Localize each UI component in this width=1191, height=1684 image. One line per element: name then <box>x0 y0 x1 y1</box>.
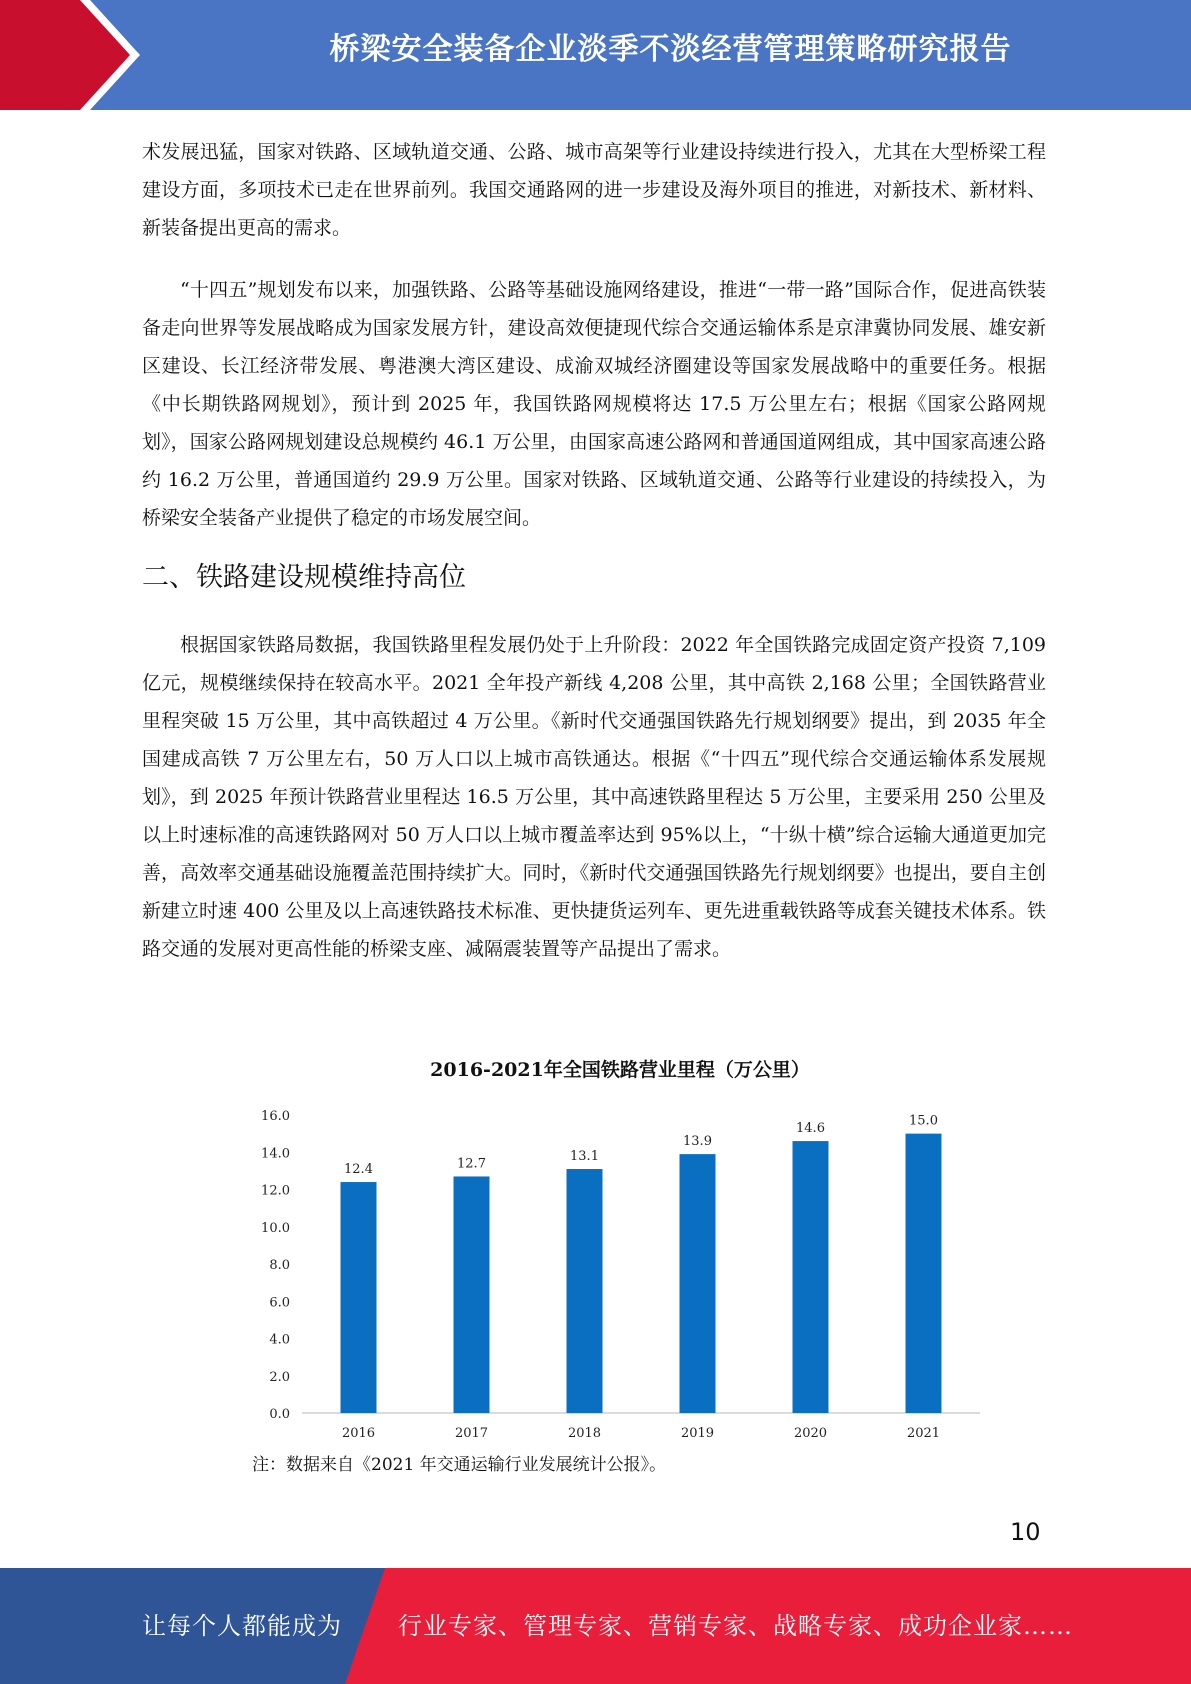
data-label: 15.0 <box>909 1113 938 1129</box>
chart-note: 注：数据来自《2021 年交通运输行业发展统计公报》。 <box>252 1455 667 1475</box>
y-tick-label: 6.0 <box>269 1295 290 1311</box>
bar <box>341 1182 377 1413</box>
page-footer <box>0 1568 1191 1684</box>
x-tick-label: 2019 <box>680 1426 715 1441</box>
bar <box>906 1134 942 1413</box>
body-paragraph: “十四五”规划发布以来，加强铁路、公路等基础设施网络建设，推进“一带一路”国际合作，促进高铁装备走向世界等发展战略成为国家发展方针，建设高效便捷现代综合交通运输体系是京津冀协同发展、雄安新区建设、长江经济带发展、粤港澳大湾区建设、成渝双城经济圈建设等国家发展战略中的重要任务。根据《中长期铁路网规划》，预计到 2025 年，我国铁路网规模将达 17.5 万公里左右；根据《国家公路网规划》，国家公路网规划建设总规模约 46.1 万公里，由国家高速公路网和普通国道网组成，其中国家高速公路约 16.2 万公里，普通国道约 29.9 万公里。国家对铁路、区域轨道交通、公路等行业建设的持续投入，为桥梁安全装备产业提供了稳定的市场发展空间。 <box>142 279 1046 529</box>
bar <box>793 1141 829 1413</box>
chart-plot <box>240 1095 1000 1485</box>
y-tick-label: 14.0 <box>261 1146 290 1162</box>
data-label: 14.6 <box>796 1121 825 1137</box>
y-tick-label: 4.0 <box>269 1332 290 1348</box>
data-label: 13.9 <box>683 1134 712 1150</box>
data-label: 12.7 <box>457 1156 486 1172</box>
railway-mileage-chart <box>240 1055 1000 1445</box>
page-number: 10 <box>1010 1518 1041 1546</box>
y-tick-label: 0.0 <box>269 1407 290 1422</box>
y-tick-label: 8.0 <box>269 1258 290 1273</box>
x-tick-label: 2018 <box>567 1426 602 1441</box>
data-label: 12.4 <box>344 1162 373 1178</box>
footer-slogan-right: 行业专家、管理专家、营销专家、战略专家、成功企业家…… <box>398 1612 1073 1640</box>
footer-slogan-left: 让每个人都能成为 <box>142 1612 342 1640</box>
x-tick-label: 2017 <box>454 1426 489 1441</box>
y-tick-label: 2.0 <box>269 1369 290 1385</box>
x-tick-label: 2020 <box>793 1426 828 1441</box>
data-label: 13.1 <box>570 1149 599 1165</box>
chart-title: 2016-2021年全国铁路营业里程（万公里） <box>430 1059 810 1081</box>
x-tick-label: 2021 <box>906 1426 941 1441</box>
report-title: 桥梁安全装备企业淡季不淡经营管理策略研究报告 <box>329 32 1012 67</box>
page-header <box>0 0 1191 110</box>
x-tick-label: 2016 <box>341 1426 376 1441</box>
bar <box>680 1154 716 1413</box>
section-heading: 二、铁路建设规模维持高位 <box>142 562 466 593</box>
body-paragraph: 根据国家铁路局数据，我国铁路里程发展仍处于上升阶段：2022 年全国铁路完成固定资产投资 7,109 亿元，规模继续保持在较高水平。2021 全年投产新线 4,208 公里，其中高铁 2,168 公里；全国铁路营业里程突破 15 万公里，其中高铁超过 4 万公里。《新时代交通强国铁路先行规划纲要》提出，到 2035 年全国建成高铁 7 万公里左右，50 万人口以上城市高铁通达。根据《“十四五”现代综合交通运输体系发展规划》，到 2025 年预计铁路营业里程达 16.5 万公里，其中高速铁路里程达 5 万公里，主要采用 250 公里及以上时速标准的高速铁路网对 50 万人口以上城市覆盖率达到 95%以上，“十纵十横”综合运输大通道更加完善，高效率交通基础设施覆盖范围持续扩大。同时，《新时代交通强国铁路先行规划纲要》也提出，要自主创新建立时速 400 公里及以上高速铁路技术标准、更快捷货运列车、更先进重载铁路等成套关键技术体系。铁路交通的发展对更高性能的桥梁支座、减隔震装置等产品提出了需求。 <box>142 634 1046 960</box>
body-paragraph: 术发展迅猛，国家对铁路、区域轨道交通、公路、城市高架等行业建设持续进行投入，尤其在大型桥梁工程建设方面，多项技术已走在世界前列。我国交通路网的进一步建设及海外项目的推进，对新技术、新材料、新装备提出更高的需求。 <box>142 141 1046 239</box>
y-tick-label: 12.0 <box>261 1183 290 1199</box>
bar <box>567 1169 603 1413</box>
y-tick-label: 16.0 <box>261 1109 290 1124</box>
y-tick-label: 10.0 <box>261 1220 290 1236</box>
header-arrow-decoration <box>0 0 150 110</box>
bar <box>454 1176 490 1413</box>
